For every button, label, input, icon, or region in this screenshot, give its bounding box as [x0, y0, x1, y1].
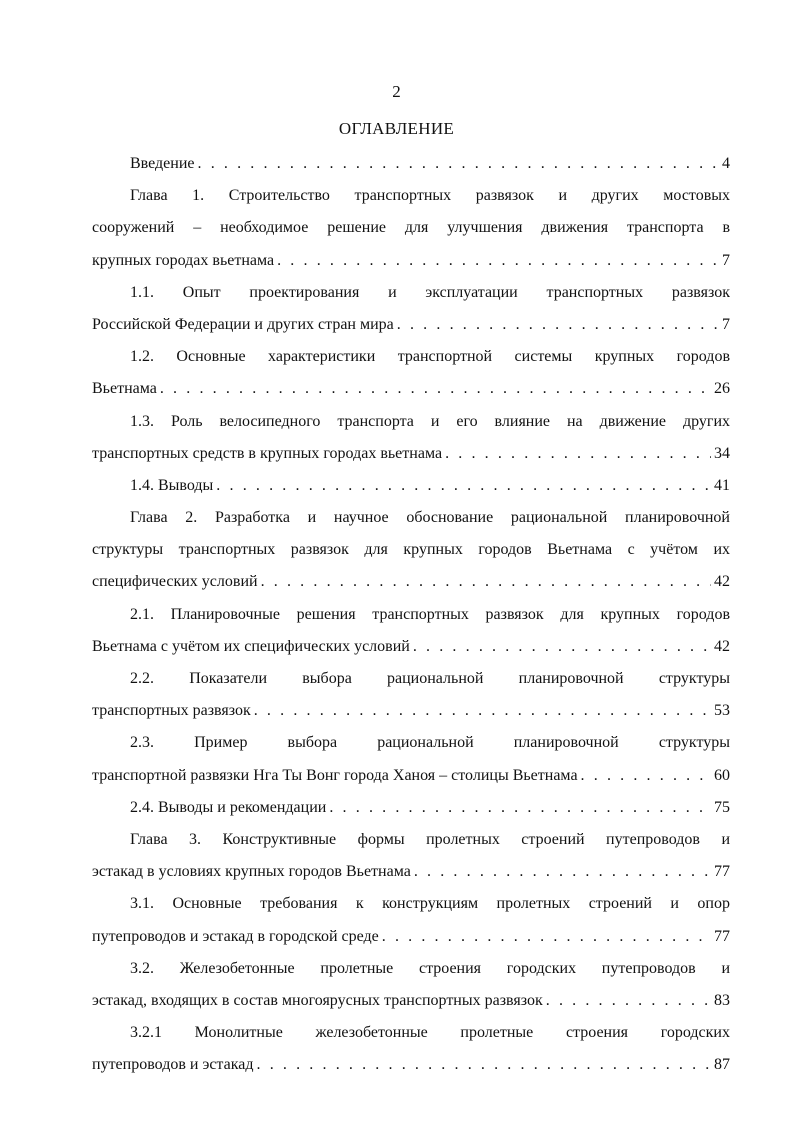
toc-entry: [92, 180, 730, 277]
toc-entry-line: 2.3. Пример выбора рациональной планировочной структуры: [130, 734, 730, 752]
toc-entry-last-line: [92, 438, 730, 470]
toc-entry: [92, 824, 730, 888]
toc-entry-title: транспортных развязок: [92, 702, 251, 720]
toc-page-number: 7: [722, 251, 730, 269]
toc-page-number: 77: [714, 927, 730, 945]
toc-page-number: 75: [714, 798, 730, 816]
toc-entry: [92, 470, 730, 502]
dot-leader: [257, 1049, 712, 1081]
dot-leader: [160, 373, 711, 405]
toc-entry-line: 1.3. Роль велосипедного транспорта и его влияние на движение других: [130, 412, 730, 430]
toc-entry: [92, 792, 730, 824]
toc-entry-title: специфических условий: [92, 573, 258, 591]
toc-page-number: 4: [722, 155, 730, 172]
toc-entry-last-line: [92, 373, 730, 405]
toc-entry: [92, 341, 730, 405]
toc-entry-title: транспортной развязки Нга Ты Вонг города Ханоя – столицы Вьетнама: [92, 766, 578, 784]
toc-entry-last-line: [92, 760, 730, 792]
toc-page-number: 41: [714, 476, 730, 494]
toc-page-number: 87: [714, 1056, 730, 1074]
toc-entry: [92, 148, 730, 180]
dot-leader: [261, 566, 711, 598]
toc-entry-last-line: [92, 470, 730, 502]
toc-entry-line: Глава 2. Разработка и научное обоснование рациональной планировочной: [130, 509, 730, 527]
table-of-contents: [92, 148, 730, 1081]
toc-entry-last-line: [92, 309, 730, 341]
toc-entry-title: транспортных средств в крупных городах вьетнама: [92, 444, 443, 462]
toc-entry-line: структуры транспортных развязок для крупных городов Вьетнама с учётом их: [92, 541, 730, 559]
toc-entry: [92, 727, 730, 791]
toc-entry-line: 1.1. Опыт проектирования и эксплуатации транспортных развязок: [130, 283, 730, 301]
toc-entry-title: Вьетнама с учётом их специфических условий: [92, 637, 410, 655]
toc-entry-last-line: [92, 856, 730, 888]
toc-entry-line: 3.2. Железобетонные пролетные строения городских путепроводов и: [130, 959, 730, 977]
dot-leader: [382, 921, 711, 953]
toc-page-number: 60: [714, 766, 730, 784]
toc-entry-line: 1.2. Основные характеристики транспортной системы крупных городов: [130, 348, 730, 366]
toc-page-number: 26: [714, 380, 730, 398]
toc-entry-line: 3.1. Основные требования к конструкциям пролетных строений и опор: [130, 895, 730, 913]
toc-entry-last-line: [92, 985, 730, 1017]
toc-entry-title: 2.4. Выводы и рекомендации: [130, 798, 327, 816]
toc-entry-title: крупных городах вьетнама: [92, 251, 275, 269]
toc-entry: [92, 599, 730, 663]
toc-entry: [92, 502, 730, 599]
toc-page-number: 34: [714, 444, 730, 462]
toc-entry-last-line: [92, 566, 730, 598]
toc-entry-title: Введение: [130, 155, 195, 172]
toc-entry-last-line: [92, 695, 730, 727]
toc-entry-line: Глава 3. Конструктивные формы пролетных строений путепроводов и: [130, 830, 730, 848]
toc-page-number: 83: [714, 991, 730, 1009]
dot-leader: [546, 985, 711, 1017]
toc-page-number: 7: [722, 315, 730, 333]
toc-entry-last-line: [92, 631, 730, 663]
toc-page-number: 42: [714, 637, 730, 655]
dot-leader: [581, 760, 711, 792]
toc-entry-last-line: [92, 1049, 730, 1081]
toc-entry-title: эстакад в условиях крупных городов Вьетнама: [92, 863, 411, 881]
toc-entry: [92, 888, 730, 952]
toc-entry-last-line: [92, 148, 730, 180]
dot-leader: [277, 245, 719, 277]
dot-leader: [216, 470, 711, 502]
toc-entry: [92, 953, 730, 1017]
toc-entry-line: сооружений – необходимое решение для улучшения движения транспорта в: [92, 219, 730, 237]
toc-entry-line: 2.2. Показатели выбора рациональной планировочной структуры: [130, 670, 730, 687]
toc-entry-last-line: [92, 921, 730, 953]
toc-title: ОГЛАВЛЕНИЕ: [338, 119, 455, 138]
toc-entry: [92, 663, 730, 727]
toc-entry-title: эстакад, входящих в состав многоярусных транспортных развязок: [92, 991, 543, 1009]
toc-entry-title: 1.4. Выводы: [130, 476, 214, 494]
toc-entry-title: Российской Федерации и других стран мира: [92, 315, 394, 333]
toc-page-number: 77: [714, 863, 730, 881]
toc-entry-line: 3.2.1 Монолитные железобетонные пролетные строения городских: [130, 1024, 730, 1042]
toc-entry-last-line: [92, 245, 730, 277]
toc-entry: [92, 1017, 730, 1081]
toc-entry: [92, 277, 730, 341]
dot-leader: [198, 148, 720, 180]
dot-leader: [445, 438, 711, 470]
dot-leader: [414, 856, 711, 888]
toc-entry-title: путепроводов и эстакад: [92, 1056, 254, 1074]
toc-entry-title: Вьетнама: [92, 380, 157, 398]
dot-leader: [413, 631, 711, 663]
dot-leader: [397, 309, 719, 341]
toc-entry-line: 2.1. Планировочные решения транспортных развязок для крупных городов: [130, 605, 730, 623]
toc-page-number: 53: [714, 702, 730, 720]
dot-leader: [329, 792, 711, 824]
toc-entry-line: Глава 1. Строительство транспортных развязок и других мостовых: [130, 187, 730, 205]
toc-page-number: 42: [714, 573, 730, 591]
toc-entry-title: путепроводов и эстакад в городской среде: [92, 927, 379, 945]
toc-entry-last-line: [92, 792, 730, 824]
toc-entry: [92, 406, 730, 470]
page-number: 2: [392, 82, 401, 101]
dot-leader: [254, 695, 711, 727]
